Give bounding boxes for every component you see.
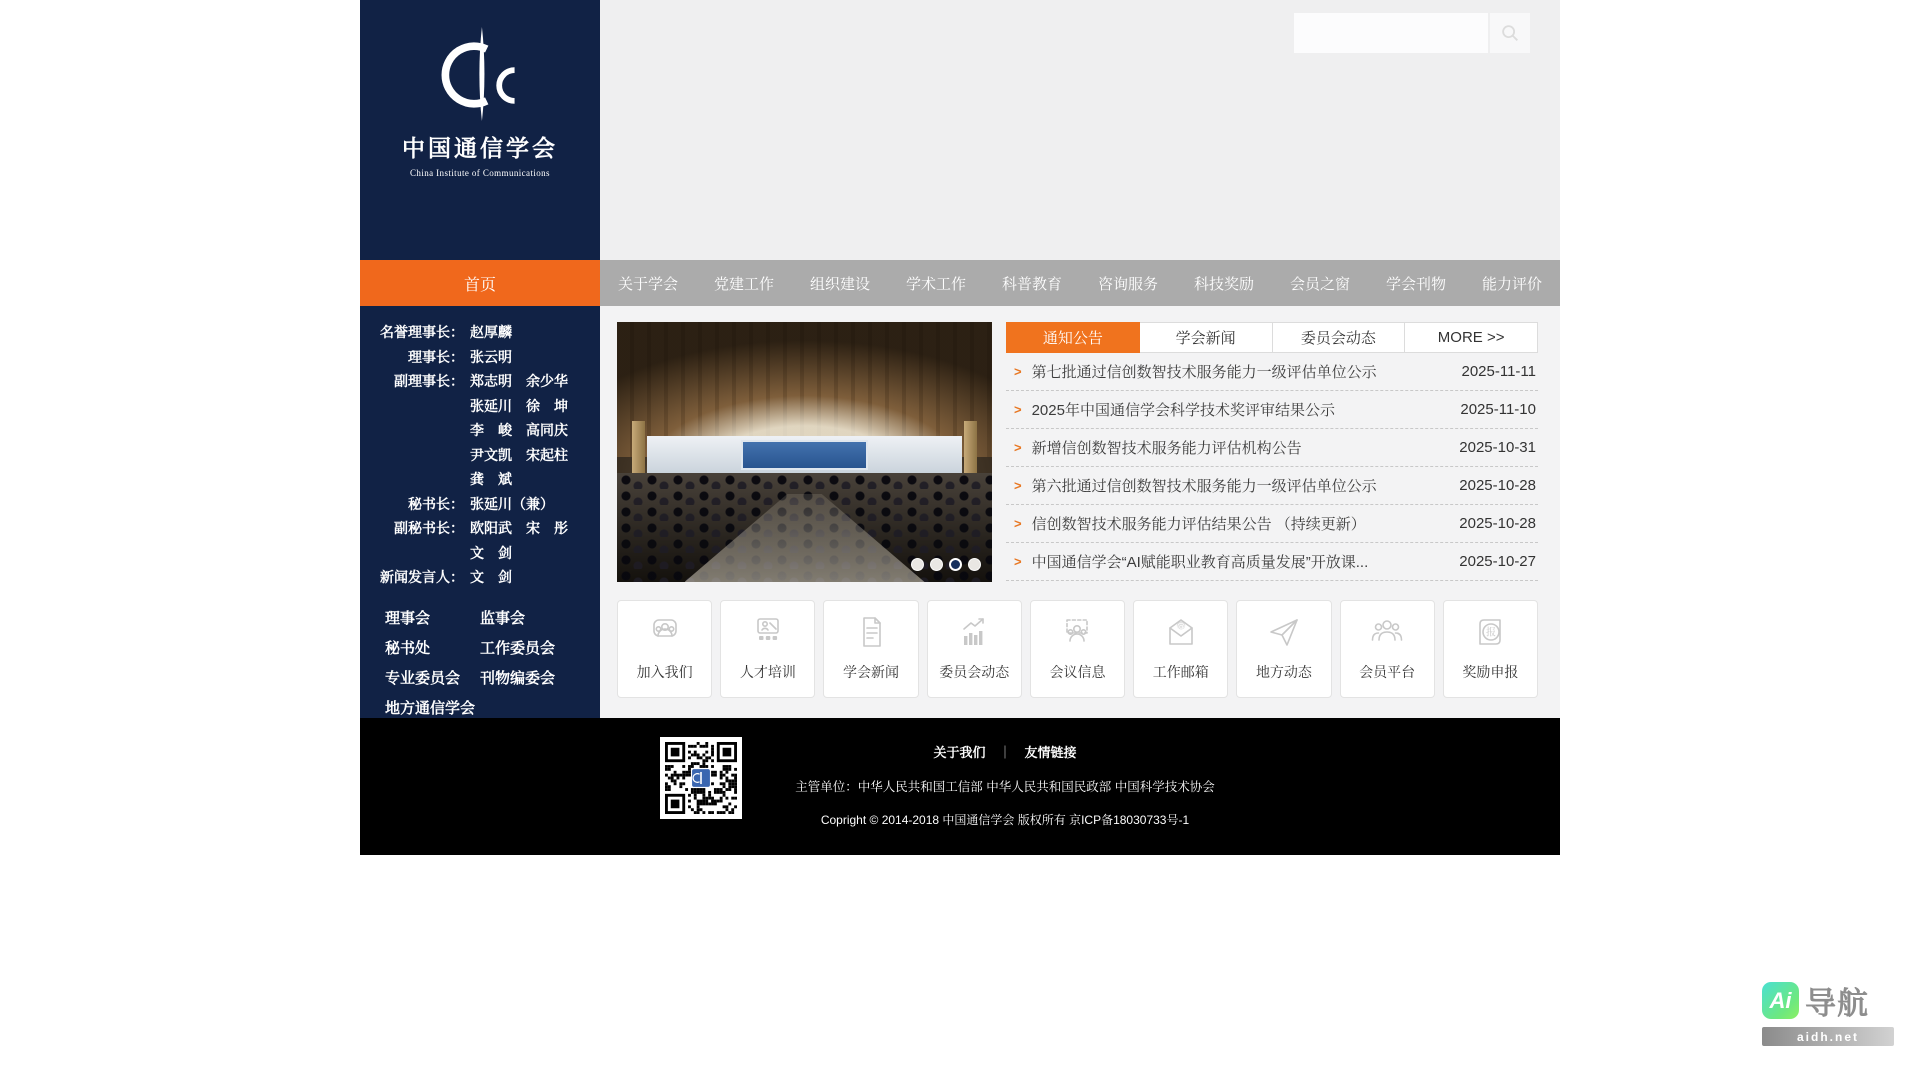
news-row-4[interactable] (1006, 467, 1538, 505)
officer-row (360, 565, 600, 590)
meeting-icon (1059, 616, 1095, 653)
top-row (617, 322, 1538, 582)
officer-label: 副秘书长： (394, 520, 464, 536)
carousel[interactable] (617, 322, 992, 582)
carousel-dot-1[interactable] (911, 558, 924, 571)
sidebar-link-1[interactable]: 理事会 (385, 609, 431, 627)
arrow-right-icon: > (1014, 478, 1022, 493)
aidh-watermark-top (1762, 978, 1894, 1023)
footer-link-friends[interactable]: 友情链接 (1024, 745, 1077, 760)
quicklink-3[interactable] (823, 600, 918, 698)
officer-row (360, 443, 600, 468)
news-row-6[interactable] (1006, 543, 1538, 581)
news-panel (1006, 322, 1538, 582)
quicklink-label: 奖励申报 (1462, 664, 1519, 680)
navbar (360, 260, 1560, 306)
news-title: 信创数智技术服务能力评估结果公告 （持续更新） (1031, 516, 1366, 533)
quicklink-label: 人才培训 (739, 664, 796, 680)
officer-name: 张云明 (470, 348, 512, 365)
carousel-dots (911, 558, 981, 571)
officer-label (360, 467, 464, 492)
officer-name: 郑志明 余少华 (470, 373, 568, 389)
quicklink-label: 工作邮箱 (1152, 664, 1209, 680)
training-icon (750, 616, 786, 653)
footer-supervisors: 主管单位：中华人民共和国工信部 中华人民共和国民政部 中国科学技术协会 (795, 780, 1215, 794)
carousel-photo-screen (741, 440, 869, 470)
arrow-right-icon: > (1014, 364, 1022, 379)
aidh-watermark-domain: aidh.net (1762, 1027, 1894, 1046)
news-date: 2025-11-10 (1460, 401, 1536, 418)
arrow-right-icon: > (1014, 440, 1022, 455)
carousel-dot-3[interactable] (949, 558, 962, 571)
footer-links-separator: ｜ (998, 745, 1012, 760)
cic-logo-icon (432, 24, 528, 124)
news-title: 第六批通过信创数智技术服务能力一级评估单位公示 (1031, 478, 1377, 495)
officer-row (360, 320, 600, 345)
footer-links (450, 742, 1560, 761)
officer-name: 李 峻 高同庆 (470, 422, 568, 438)
search-box (1294, 13, 1530, 53)
footer-text (450, 742, 1560, 828)
search-input[interactable] (1294, 13, 1488, 53)
news-title: 新增信创数智技术服务能力评估机构公告 (1031, 440, 1302, 457)
sidebar (360, 306, 600, 718)
content (600, 306, 1560, 718)
news-title: 2025年中国通信学会科学技术奖评审结果公示 (1031, 402, 1335, 419)
news-row-2[interactable] (1006, 391, 1538, 429)
officer-name: 张延川（兼） (470, 495, 554, 512)
quicklink-2[interactable] (720, 600, 815, 698)
ai-badge-icon: Ai (1762, 982, 1799, 1019)
nav-home-button[interactable]: 首页 (360, 260, 600, 306)
mail-icon (1163, 616, 1199, 653)
officer-row (360, 516, 600, 541)
arrow-right-icon: > (1014, 516, 1022, 531)
quicklink-label: 会员平台 (1359, 664, 1416, 680)
news-date: 2025-10-28 (1459, 515, 1536, 532)
officer-row (360, 345, 600, 370)
quicklink-label: 地方动态 (1255, 664, 1312, 680)
news-date: 2025-10-31 (1459, 439, 1536, 456)
sidebar-link-6[interactable]: 刊物编委会 (480, 669, 556, 687)
officer-label: 新闻发言人： (380, 569, 464, 585)
brand-name-en: China Institute of Communications (410, 168, 550, 178)
officer-list (360, 320, 600, 590)
officer-name: 赵厚麟 (470, 324, 512, 340)
nav-item-8[interactable]: 会员之窗 (1289, 275, 1350, 293)
news-row-1[interactable] (1006, 353, 1538, 391)
sidebar-link-5[interactable]: 专业委员会 (385, 669, 461, 687)
svg-text:@: @ (1176, 621, 1185, 631)
officer-name: 张延川 徐 坤 (470, 397, 568, 414)
nav-item-4[interactable]: 学术工作 (905, 275, 966, 293)
quicklink-label: 加入我们 (636, 664, 693, 680)
officer-label: 理事长： (408, 348, 464, 365)
quicklink-7[interactable] (1236, 600, 1331, 698)
carousel-dot-2[interactable] (930, 558, 943, 571)
news-title: 中国通信学会“AI赋能职业教育高质量发展”开放课... (1031, 554, 1369, 571)
search-button[interactable] (1490, 13, 1530, 53)
news-date: 2025-10-28 (1459, 477, 1536, 494)
officer-row (360, 418, 600, 443)
quicklink-4[interactable] (927, 600, 1022, 698)
officer-row (360, 467, 600, 492)
officer-row (360, 492, 600, 517)
nav-list (600, 260, 1560, 306)
officer-label (360, 394, 464, 419)
nav-item-2[interactable]: 党建工作 (713, 275, 774, 293)
officer-name: 龚 斌 (470, 471, 512, 487)
quicklink-label: 委员会动态 (939, 664, 1010, 680)
chart-icon (956, 616, 992, 653)
officer-label (360, 443, 464, 468)
quicklink-label: 会议信息 (1049, 664, 1106, 680)
news-row-5[interactable] (1006, 505, 1538, 543)
brand-name-cn: 中国通信学会 (402, 136, 558, 161)
svg-text:报: 报 (1486, 627, 1497, 639)
officer-label (360, 541, 464, 566)
quicklink-row (617, 600, 1538, 698)
quicklink-6[interactable] (1133, 600, 1228, 698)
news-doc-icon (853, 616, 889, 653)
officer-name: 文 剑 (470, 544, 512, 561)
paper-plane-icon (1266, 616, 1302, 653)
aidh-watermark-title: 导航 (1805, 986, 1869, 1021)
nav-item-3[interactable]: 组织建设 (809, 275, 870, 293)
sidebar-link-7[interactable]: 地方通信学会 (385, 699, 476, 717)
officer-label: 秘书长： (408, 495, 464, 512)
main (360, 306, 1560, 718)
aidh-watermark (1762, 978, 1894, 1046)
arrow-right-icon: > (1014, 402, 1022, 417)
quicklink-9[interactable] (1443, 600, 1538, 698)
officer-name: 欧阳武 宋 彤 (470, 520, 568, 536)
nav-item-10[interactable]: 能力评价 (1481, 275, 1542, 293)
news-date: 2025-11-11 (1461, 363, 1536, 380)
arrow-right-icon: > (1014, 554, 1022, 569)
officer-name: 尹文凯 宋起柱 (470, 446, 568, 463)
quicklink-1[interactable] (617, 600, 712, 698)
quicklink-label: 学会新闻 (843, 664, 900, 680)
news-title: 第七批通过信创数智技术服务能力一级评估单位公示 (1031, 364, 1377, 381)
page (360, 0, 1560, 855)
nav-item-5[interactable]: 科普教育 (1001, 275, 1062, 293)
members-icon (1369, 616, 1405, 653)
footer (360, 718, 1560, 855)
news-date: 2025-10-27 (1459, 553, 1536, 570)
logo-block[interactable] (360, 0, 600, 260)
footer-copyright: Copright © 2014-2018 中国通信学会 版权所有 京ICP备18030733号-1 (820, 813, 1190, 827)
news-tab-2[interactable]: 学会新闻 (1140, 322, 1273, 353)
sidebar-link-3[interactable]: 秘书处 (385, 639, 431, 657)
header (360, 0, 1560, 260)
nav-item-7[interactable]: 科技奖励 (1193, 275, 1254, 293)
officer-label: 副理事长： (394, 373, 464, 389)
sidebar-link-2[interactable]: 监事会 (480, 609, 526, 627)
news-tabs (1006, 322, 1538, 353)
footer-link-about[interactable]: 关于我们 (933, 745, 986, 760)
news-row-3[interactable] (1006, 429, 1538, 467)
quicklink-8[interactable] (1340, 600, 1435, 698)
officer-name: 文 剑 (470, 569, 512, 585)
award-icon (1472, 616, 1508, 653)
quicklink-5[interactable] (1030, 600, 1125, 698)
officer-label: 名誉理事长： (380, 324, 464, 340)
nav-item-6[interactable]: 咨询服务 (1097, 275, 1158, 293)
carousel-dot-4[interactable] (968, 558, 981, 571)
news-tab-3[interactable]: 委员会动态 (1273, 322, 1406, 353)
officer-label (360, 418, 464, 443)
officer-row (360, 394, 600, 419)
sidebar-links (385, 608, 600, 719)
nav-item-1[interactable]: 关于学会 (617, 275, 678, 293)
news-tab-1[interactable]: 通知公告 (1006, 322, 1140, 353)
nav-item-9[interactable]: 学会刊物 (1385, 275, 1446, 293)
magnifier-icon (1499, 22, 1521, 44)
officer-row (360, 541, 600, 566)
news-list (1006, 353, 1538, 581)
news-tab-4[interactable]: MORE >> (1405, 322, 1538, 353)
sidebar-link-4[interactable]: 工作委员会 (480, 639, 556, 657)
people-icon (647, 616, 683, 653)
officer-row (360, 369, 600, 394)
